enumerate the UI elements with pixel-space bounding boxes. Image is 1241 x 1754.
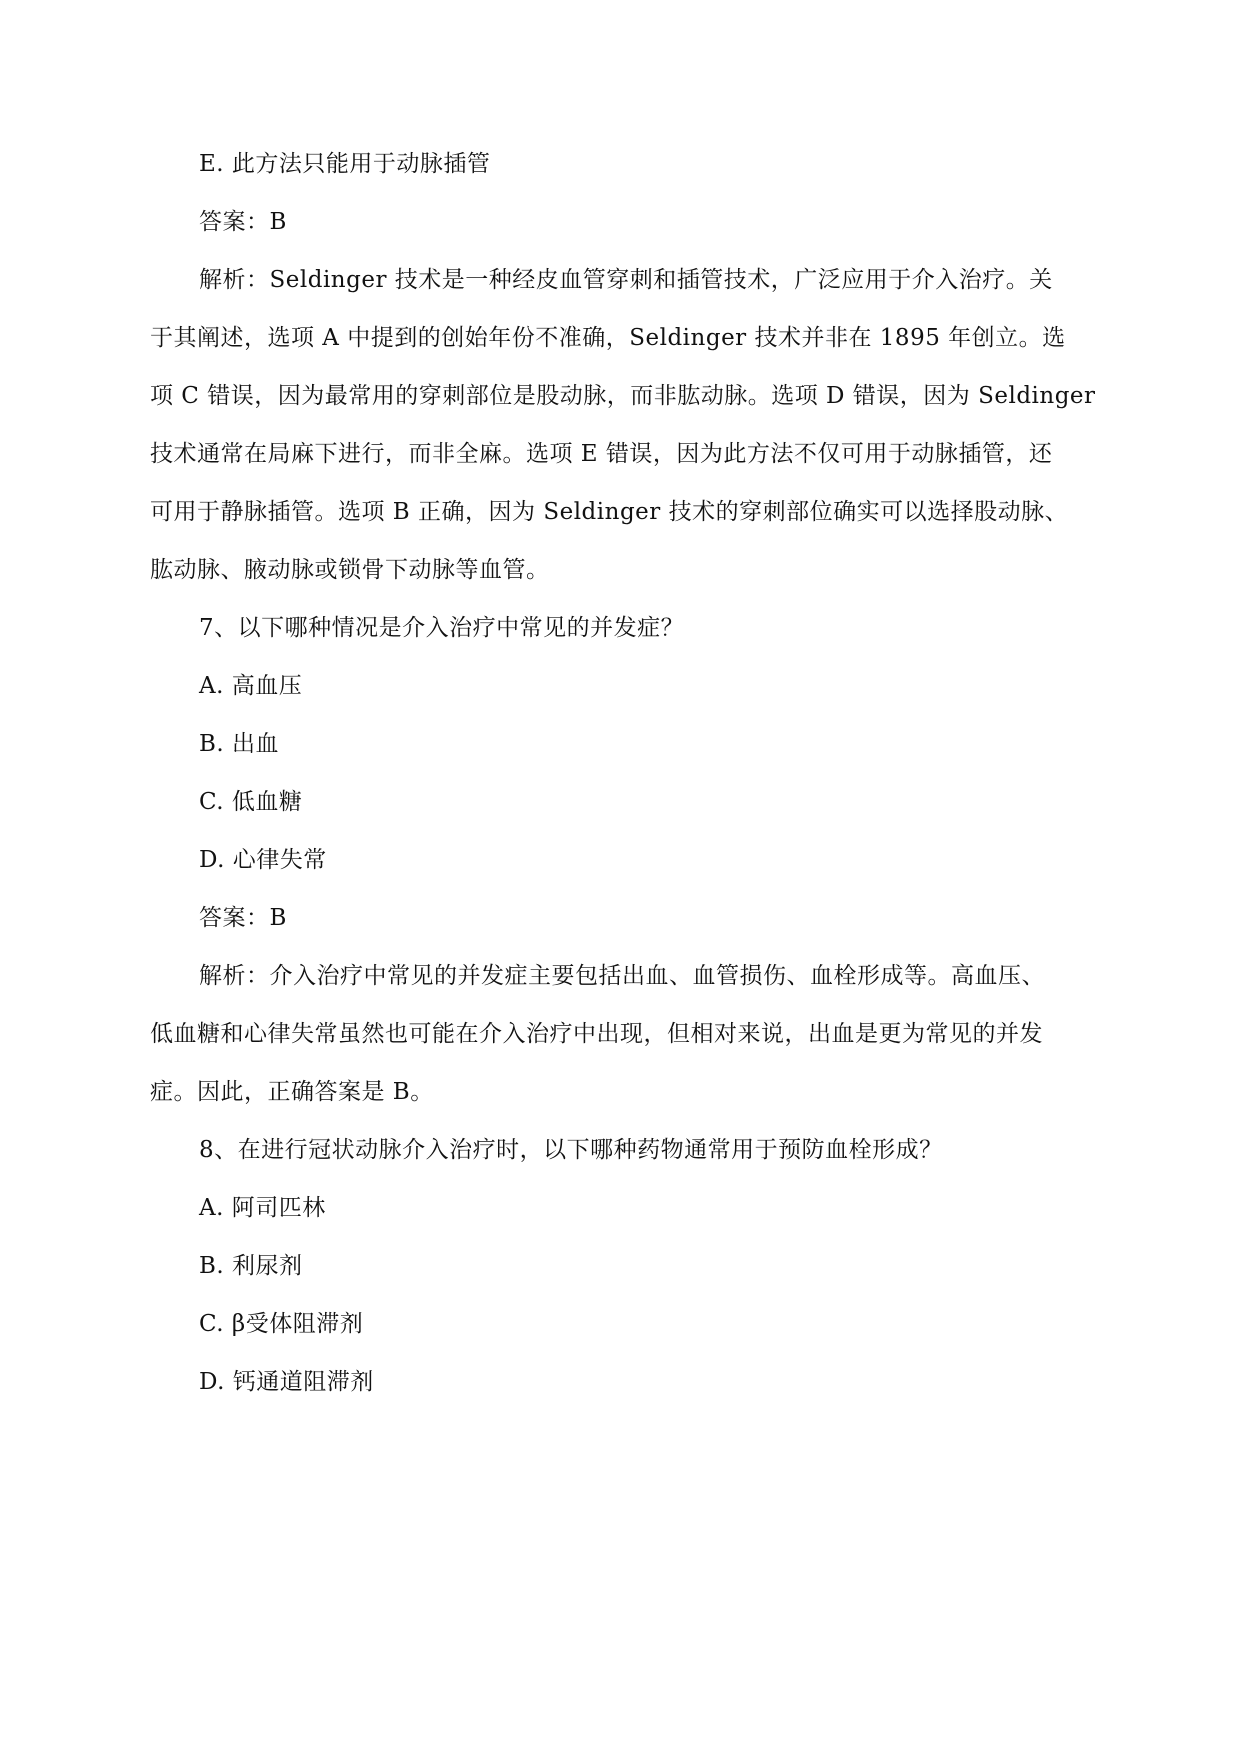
q6-explanation-line: 项 C 错误，因为最常用的穿刺部位是股动脉，而非肱动脉。选项 D 错误，因为 Seldinger — [150, 383, 1096, 409]
q7-option-d: D. 心律失常 — [199, 847, 327, 873]
q7-option-c: C. 低血糖 — [199, 789, 303, 815]
q6-answer: 答案：B — [199, 209, 287, 235]
q6-explanation-line: 技术通常在局麻下进行，而非全麻。选项 E 错误，因为此方法不仅可用于动脉插管，还 — [150, 441, 1053, 467]
q6-explanation-line: 解析：Seldinger 技术是一种经皮血管穿刺和插管技术，广泛应用于介入治疗。关 — [199, 267, 1053, 293]
q7-question: 7、以下哪种情况是介入治疗中常见的并发症？ — [199, 615, 685, 641]
q8-option-d: D. 钙通道阻滞剂 — [199, 1369, 374, 1395]
q7-explanation-line: 解析：介入治疗中常见的并发症主要包括出血、血管损伤、血栓形成等。高血压、 — [199, 963, 1045, 989]
q6-explanation-line: 肱动脉、腋动脉或锁骨下动脉等血管。 — [150, 557, 550, 583]
q8-option-c: C. β受体阻滞剂 — [199, 1311, 364, 1337]
q6-option-e: E. 此方法只能用于动脉插管 — [199, 151, 491, 177]
q6-explanation-line: 可用于静脉插管。选项 B 正确，因为 Seldinger 技术的穿刺部位确实可以选择股动脉、 — [150, 499, 1069, 525]
q8-option-a: A. 阿司匹林 — [199, 1195, 326, 1221]
q8-option-b: B. 利尿剂 — [199, 1253, 303, 1279]
q8-question: 8、在进行冠状动脉介入治疗时，以下哪种药物通常用于预防血栓形成？ — [199, 1137, 943, 1163]
q6-explanation-line: 于其阐述，选项 A 中提到的创始年份不准确，Seldinger 技术并非在 1895 年创立。选 — [150, 325, 1066, 351]
q7-explanation-line: 低血糖和心律失常虽然也可能在介入治疗中出现，但相对来说，出血是更为常见的并发 — [150, 1021, 1043, 1047]
q7-option-a: A. 高血压 — [199, 673, 303, 699]
q7-answer: 答案：B — [199, 905, 287, 931]
q7-explanation-line: 症。因此，正确答案是 B。 — [150, 1079, 434, 1105]
q7-option-b: B. 出血 — [199, 731, 280, 757]
